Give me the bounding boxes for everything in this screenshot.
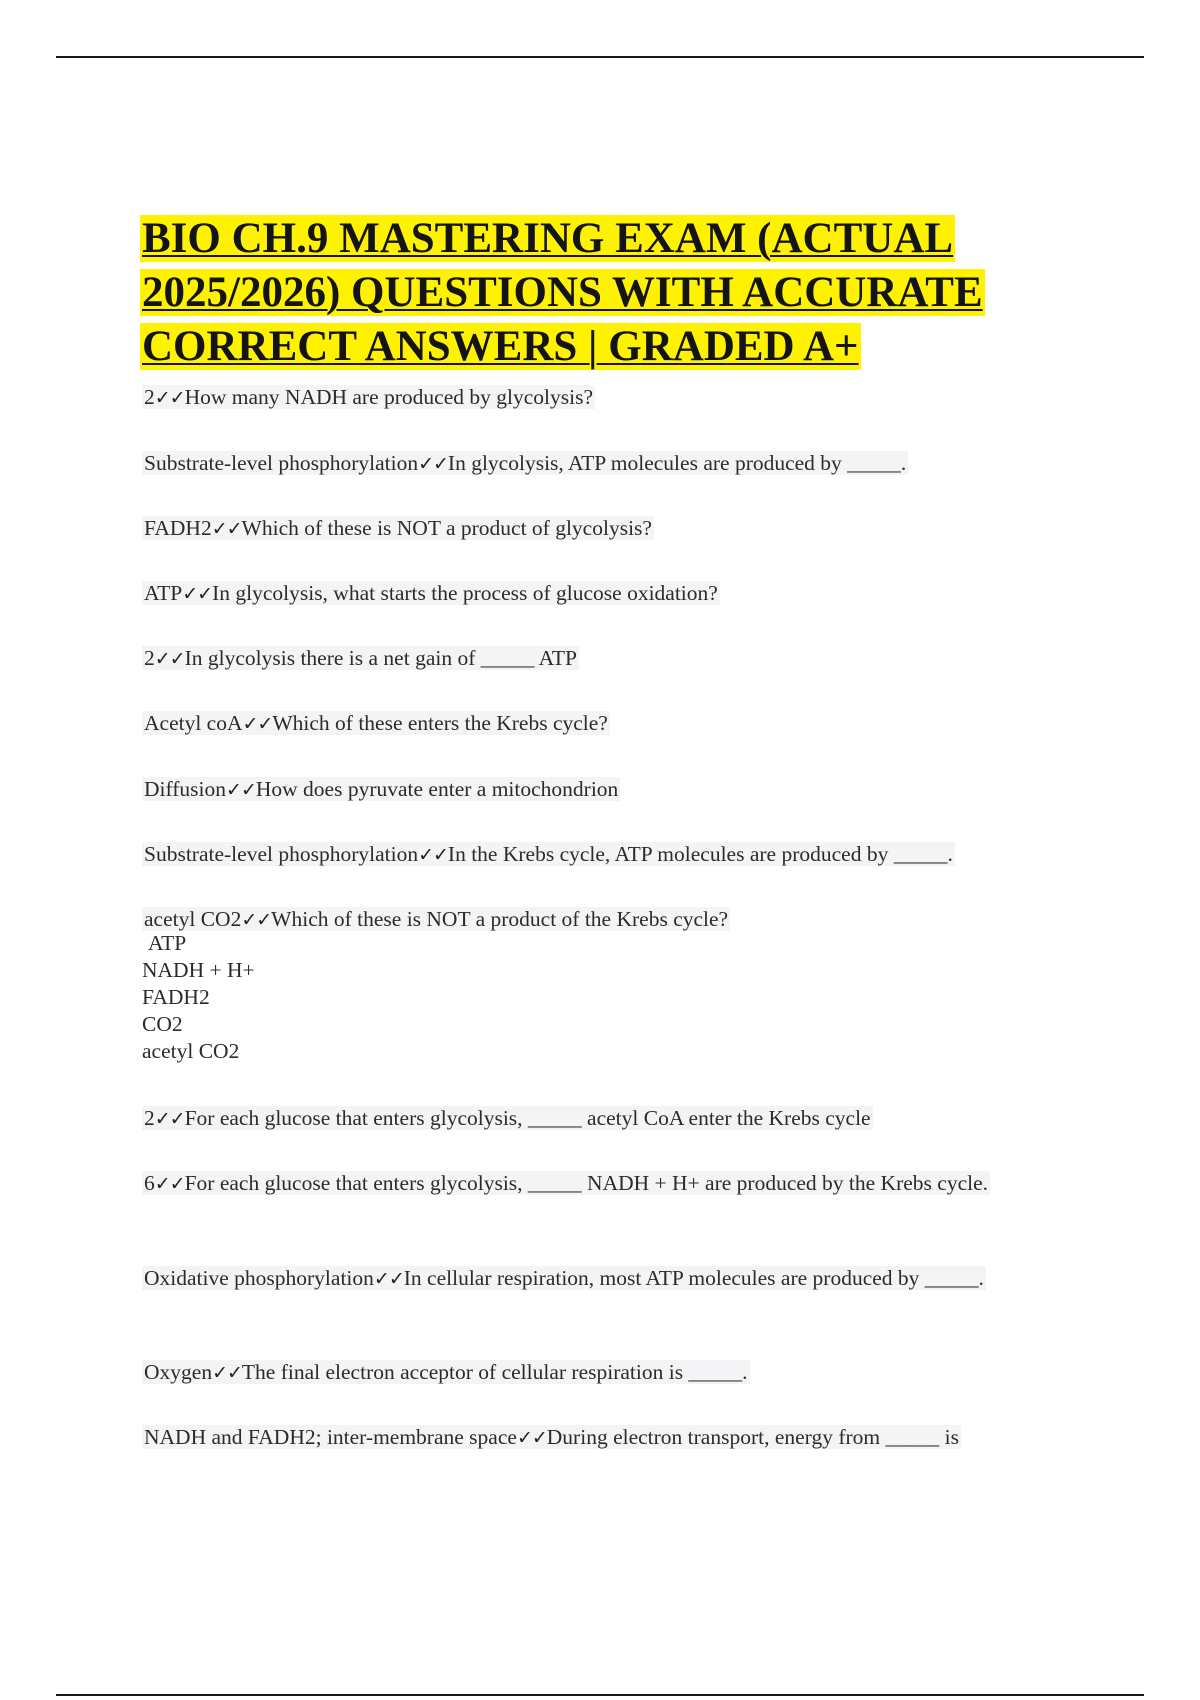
qa-item-9: [142, 903, 1062, 937]
qa-item-8: [142, 838, 1062, 872]
qa-item-14: [142, 1421, 1102, 1455]
title-line-3: CORRECT ANSWERS | GRADED A+: [142, 323, 859, 370]
question-text: In glycolysis, ATP molecules are produced by _____.: [447, 451, 907, 475]
check-mark-icon: ✓✓: [516, 1427, 547, 1449]
answer-text: 2: [144, 385, 155, 409]
qa-item-7: [142, 773, 1062, 807]
check-mark-icon: ✓✓: [154, 1173, 185, 1195]
option-atp: ATP: [148, 931, 187, 955]
answer-text: FADH2: [144, 516, 212, 540]
question-text: How does pyruvate enter a mitochondrion: [255, 777, 619, 801]
check-mark-icon: ✓✓: [154, 1108, 185, 1130]
document-title: [140, 212, 1040, 374]
title-line-2: 2025/2026) QUESTIONS WITH ACCURATE: [142, 269, 983, 316]
question-text: Which of these enters the Krebs cycle?: [272, 711, 608, 735]
qa-item-10: [142, 1102, 1062, 1136]
check-mark-icon: ✓✓: [154, 387, 185, 409]
option-nadh: NADH + H+: [142, 958, 255, 982]
question-text: In the Krebs cycle, ATP molecules are produced by _____.: [447, 842, 953, 866]
qa-item-2: [142, 447, 1062, 481]
check-mark-icon: ✓✓: [242, 713, 273, 735]
question-text: In glycolysis there is a net gain of _____ ATP: [184, 646, 577, 670]
check-mark-icon: ✓✓: [182, 583, 213, 605]
answer-text: Acetyl coA: [144, 711, 243, 735]
question-text: For each glucose that enters glycolysis, _____ NADH + H+ are produced by the Krebs cycle.: [184, 1171, 988, 1195]
answer-text: acetyl CO2: [144, 907, 242, 931]
check-mark-icon: ✓✓: [226, 779, 256, 801]
krebs-options-list: [142, 930, 255, 1065]
qa-item-13: [142, 1356, 1062, 1390]
qa-item-1: [142, 381, 1062, 415]
answer-text: Oxidative phosphorylation: [144, 1266, 374, 1290]
answer-text: Diffusion: [144, 777, 227, 801]
qa-item-6: [142, 707, 1062, 741]
check-mark-icon: ✓✓: [212, 1362, 242, 1384]
question-text: For each glucose that enters glycolysis, _____ acetyl CoA enter the Krebs cycle: [184, 1106, 871, 1130]
header-rule: [56, 56, 1144, 58]
option-acetyl-co2: acetyl CO2: [142, 1039, 240, 1063]
question-text: In cellular respiration, most ATP molecules are produced by _____.: [403, 1266, 984, 1290]
answer-text: ATP: [144, 581, 183, 605]
qa-item-12: [142, 1262, 1022, 1296]
question-text: During electron transport, energy from _____ is: [546, 1425, 959, 1449]
question-text: How many NADH are produced by glycolysis?: [184, 385, 593, 409]
option-co2: CO2: [142, 1012, 183, 1036]
answer-text: Oxygen: [144, 1360, 213, 1384]
question-text: The final electron acceptor of cellular respiration is _____.: [241, 1360, 748, 1384]
qa-item-5: [142, 642, 1062, 676]
check-mark-icon: ✓✓: [211, 518, 242, 540]
question-text: In glycolysis, what starts the process of glucose oxidation?: [212, 581, 718, 605]
question-text: Which of these is NOT a product of glycolysis?: [241, 516, 652, 540]
answer-text: Substrate-level phosphorylation: [144, 451, 419, 475]
answer-text: 2: [144, 1106, 155, 1130]
check-mark-icon: ✓✓: [373, 1268, 404, 1290]
title-line-1: BIO CH.9 MASTERING EXAM (ACTUAL: [142, 215, 954, 262]
qa-item-4: [142, 577, 1062, 611]
check-mark-icon: ✓✓: [418, 844, 448, 866]
answer-text: NADH and FADH2; inter-membrane space: [144, 1425, 517, 1449]
check-mark-icon: ✓✓: [418, 453, 448, 475]
check-mark-icon: ✓✓: [241, 909, 272, 931]
footer-rule: [56, 1694, 1144, 1696]
option-fadh2: FADH2: [142, 985, 210, 1009]
qa-item-11: [142, 1167, 1022, 1201]
answer-text: 2: [144, 646, 155, 670]
qa-item-3: [142, 512, 1062, 546]
answer-text: 6: [144, 1171, 155, 1195]
question-text: Which of these is NOT a product of the Krebs cycle?: [271, 907, 729, 931]
check-mark-icon: ✓✓: [154, 648, 185, 670]
answer-text: Substrate-level phosphorylation: [144, 842, 419, 866]
